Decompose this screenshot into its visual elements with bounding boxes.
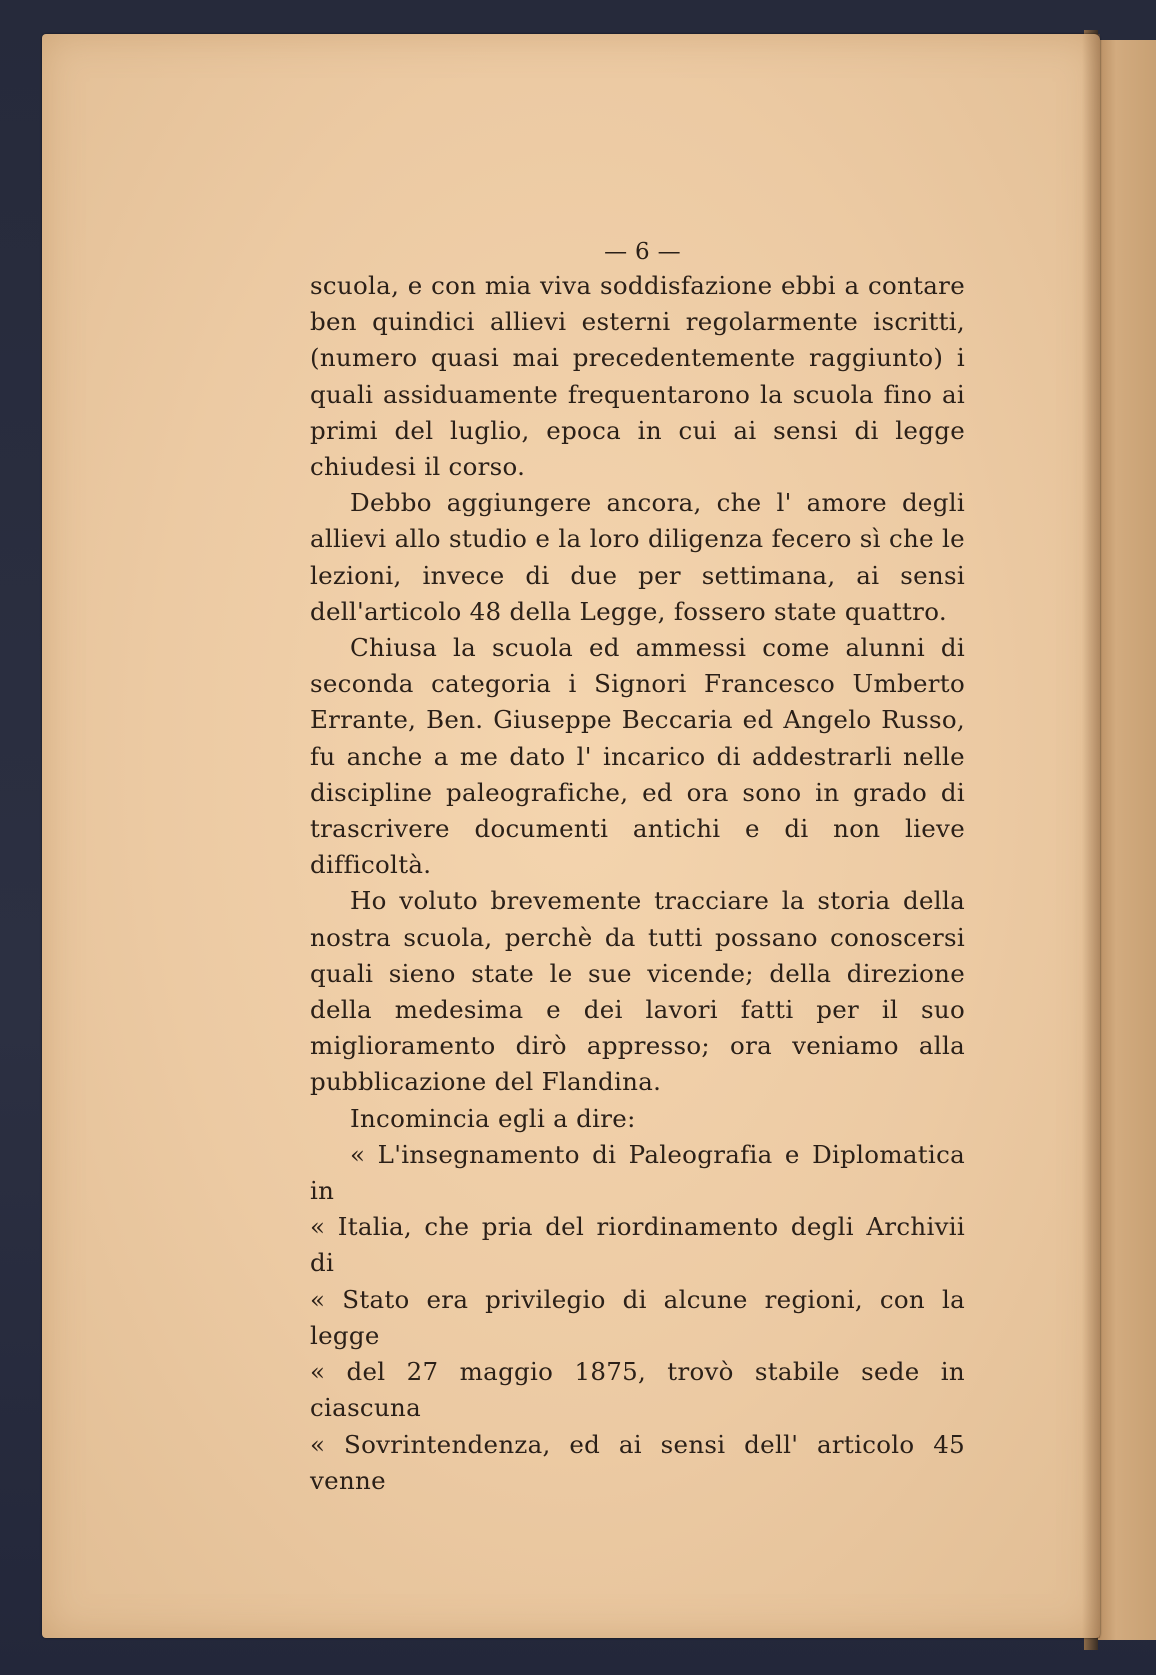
paragraph-2: Debbo aggiungere ancora, che l' amore degli allievi allo studio e la loro diligenza fecero sì che le lezioni, invece di due per settimana, ai sensi dell'articolo 48 della Legge, fossero state quattro.	[310, 488, 965, 626]
paragraph-1: scuola, e con mia viva soddisfazione ebbi a contare ben quindici allievi esterni regolarmente iscritti, (numero quasi mai precedentemente raggiunto) i quali assiduamente frequentarono la scuola fino ai primi del luglio, epoca in cui ai sensi di legge chiudesi il corso.	[310, 271, 965, 482]
adjacent-page-edge	[1096, 40, 1156, 1640]
paragraph-3: Chiusa la scuola ed ammessi come alunni di seconda categoria i Signori Francesco Umberto Errante, Ben. Giuseppe Beccaria ed Angelo Russo, fu anche a me dato l' incarico di addestrarli nelle discipline paleografiche, ed ora sono in grado di trascrivere documenti antichi e di non lieve difficoltà.	[310, 633, 965, 880]
quotation	[310, 1137, 965, 1499]
paragraph-4: Ho voluto brevemente tracciare la storia della nostra scuola, perchè da tutti possano conoscersi quali sieno state le sue vicende; della direzione della medesima e dei lavori fatti per il suo miglioramento dirò appresso; ora veniamo alla pubblicazione del Flandina.	[310, 886, 965, 1097]
quote-line-5: « Sovrintendenza, ed ai sensi dell' articolo 45 venne	[310, 1429, 965, 1495]
quote-line-3: « Stato era privilegio di alcune regioni, con la legge	[310, 1284, 965, 1350]
page-number: — 6 —	[604, 239, 681, 265]
quote-line-4: « del 27 maggio 1875, trovò stabile sede in ciascuna	[310, 1357, 965, 1423]
page-text	[310, 234, 965, 1499]
paragraph-5: Incomincia egli a dire:	[350, 1103, 636, 1133]
quote-line-2: « Italia, che pria del riordinamento degli Archivii di	[310, 1212, 965, 1278]
quote-line-1: « L'insegnamento di Paleografia e Diplomatica in	[310, 1139, 965, 1206]
